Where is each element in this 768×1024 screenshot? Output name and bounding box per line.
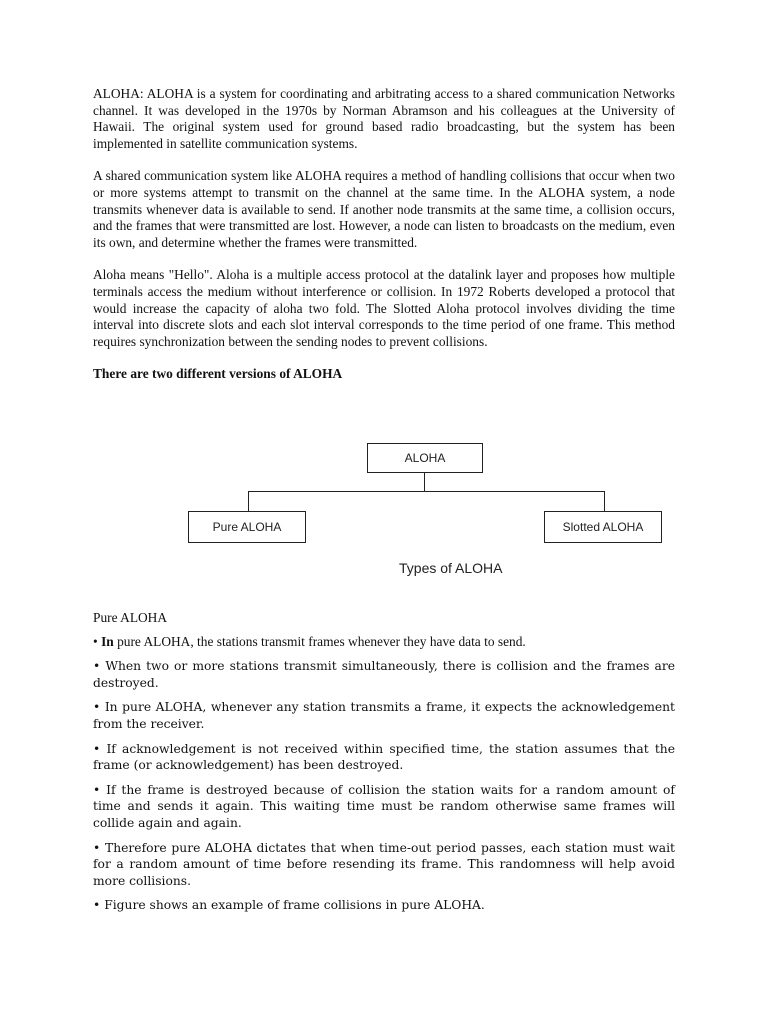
document-body [93, 86, 675, 383]
bullet-item [93, 840, 675, 890]
bullet-mark: • [93, 700, 101, 715]
bullet-text: Figure shows an example of frame collisions in pure ALOHA. [104, 898, 485, 913]
bullet-mark: • [93, 741, 101, 756]
bullet-text: If acknowledgement is not received within specified time, the station assumes that the frame (or acknowledgement) has been destroyed. [93, 741, 675, 773]
bullet-text: Therefore pure ALOHA dictates that when time-out period passes, each station must wait for a random amount of time before resending its frame. This randomness will help avoid more collisions. [93, 840, 675, 888]
paragraph-collisions: A shared communication system like ALOHA requires a method of handling collisions that occur when two or more systems attempt to transmit on the channel at the same time. In the ALOHA system, a node transmits whenever data is available to send. If another node transmits at the same time, a collision occurs, and the frames that were transmitted are lost. However, a node can listen to broadcasts on the medium, even its own, and determine whether the frames were transmitted. [93, 168, 675, 250]
pure-aloha-title: Pure ALOHA [93, 610, 168, 625]
section-heading: There are two different versions of ALOHA [93, 366, 343, 382]
bullet-mark: • [93, 782, 101, 797]
bullet-text: When two or more stations transmit simultaneously, there is collision and the frames are destroyed. [93, 659, 675, 690]
bullet-mark: • [93, 659, 101, 674]
aloha-types-diagram [93, 437, 675, 587]
paragraph-hello: Aloha means "Hello". Aloha is a multiple access protocol at the datalink layer and proposes how multiple terminals access the medium without interference or collision. In 1972 Roberts developed a protocol that would increase the capacity of aloha two fold. The Slotted Aloha protocol involves dividing the time interval into discrete slots and each slot interval corresponds to the time period of one frame. This method requires synchronization between the sending nodes to prevent collisions. [93, 267, 675, 349]
bullet-bold-word: In [101, 633, 114, 649]
bullet-item [93, 741, 675, 774]
pure-aloha-section [93, 610, 675, 922]
diagram-root-box: ALOHA [367, 443, 483, 473]
bullet-item [93, 658, 675, 691]
bullet-mark: • [93, 633, 98, 649]
bullet-text: pure ALOHA, the stations transmit frames whenever they have data to send. [113, 633, 526, 649]
bullet-item [93, 782, 675, 832]
diagram-pure-aloha-box: Pure ALOHA [188, 511, 306, 543]
diagram-right-connector [604, 491, 605, 511]
diagram-left-connector [248, 491, 249, 511]
bullet-text: If the frame is destroyed because of collision the station waits for a random amount of time and sends it again. This waiting time must be random otherwise same frames will collide again and again. [93, 782, 675, 830]
bullet-item [93, 897, 675, 914]
bullet-item [93, 699, 675, 732]
diagram-root-connector [424, 472, 425, 491]
bullet-mark: • [93, 840, 101, 855]
bullet-mark: • [93, 898, 101, 913]
bullet-text: In pure ALOHA, whenever any station transmits a frame, it expects the acknowledgement from the receiver. [93, 700, 675, 731]
paragraph-intro: ALOHA: ALOHA is a system for coordinating and arbitrating access to a shared communication Networks channel. It was developed in the 1970s by Norman Abramson and his colleagues at the University of Hawaii. The original system used for ground based radio broadcasting, but the system has been implemented in satellite communication systems. [93, 86, 675, 151]
diagram-slotted-aloha-box: Slotted ALOHA [544, 511, 662, 543]
diagram-caption: Types of ALOHA [399, 560, 503, 576]
diagram-horizontal-connector [248, 491, 604, 492]
bullet-item [93, 634, 675, 651]
